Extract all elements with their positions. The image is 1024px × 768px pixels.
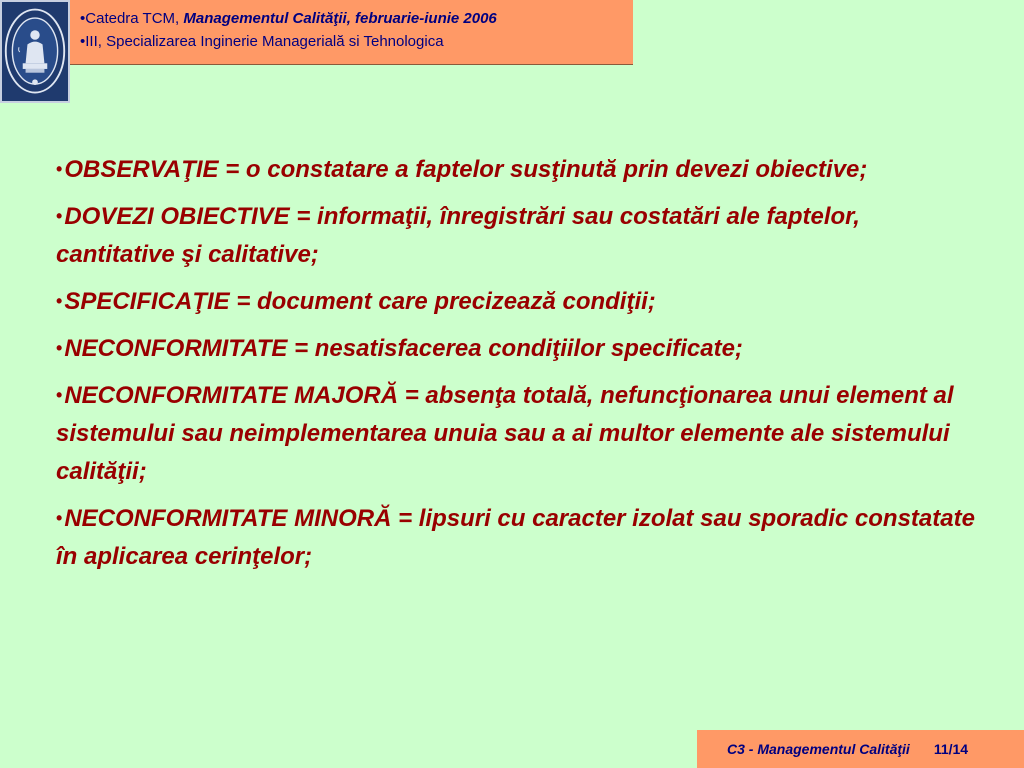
definition-text: OBSERVAŢIE = o constatare a faptelor susţinută prin devezi obiective; [64, 156, 868, 183]
list-item [56, 197, 976, 274]
header-line-specialization [80, 30, 633, 53]
list-item [56, 329, 976, 368]
bullet: • [56, 291, 63, 311]
definition-text: NECONFORMITATE MAJORĂ = absenţa totală, nefuncţionarea unui element al sistemului sau neimplementarea unuia sau a ai multor elemente ale sistemului calităţii; [56, 382, 954, 485]
definition-text: NECONFORMITATE MINORĂ = lipsuri cu caracter izolat sau sporadic constatate în aplicarea cerinţelor; [56, 505, 975, 570]
list-item [56, 150, 976, 189]
list-item [56, 376, 976, 491]
header-specialization: III, Specializarea Inginerie Managerială si Tehnologica [85, 33, 444, 50]
definition-text: DOVEZI OBIECTIVE = informaţii, înregistrări sau costatări ale faptelor, cantitative şi calitative; [56, 203, 860, 268]
bullet: • [56, 508, 63, 528]
header-course-title: Managementul Calităţii, februarie-iunie 2006 [183, 10, 497, 27]
footer-bar [697, 730, 1024, 768]
footer-course-label: C3 - Managementul Calităţii [727, 741, 910, 757]
list-item [56, 499, 976, 576]
header-line-course [80, 7, 633, 30]
header-banner [70, 0, 633, 65]
definitions-list [56, 150, 976, 584]
list-item [56, 282, 976, 321]
university-seal-icon [0, 0, 70, 103]
definition-text: NECONFORMITATE = nesatisfacerea condiţiilor specificate; [64, 335, 743, 362]
bullet: • [56, 206, 63, 226]
bullet: • [56, 385, 63, 405]
header-bullet: • [80, 33, 86, 50]
bullet: • [56, 338, 63, 358]
header-bullet: • [80, 10, 86, 27]
definition-text: SPECIFICAŢIE = document care precizează condiţii; [64, 288, 656, 315]
page-number: 11/14 [933, 741, 969, 757]
bullet: • [56, 159, 63, 179]
header-department: Catedra TCM, [85, 10, 184, 27]
